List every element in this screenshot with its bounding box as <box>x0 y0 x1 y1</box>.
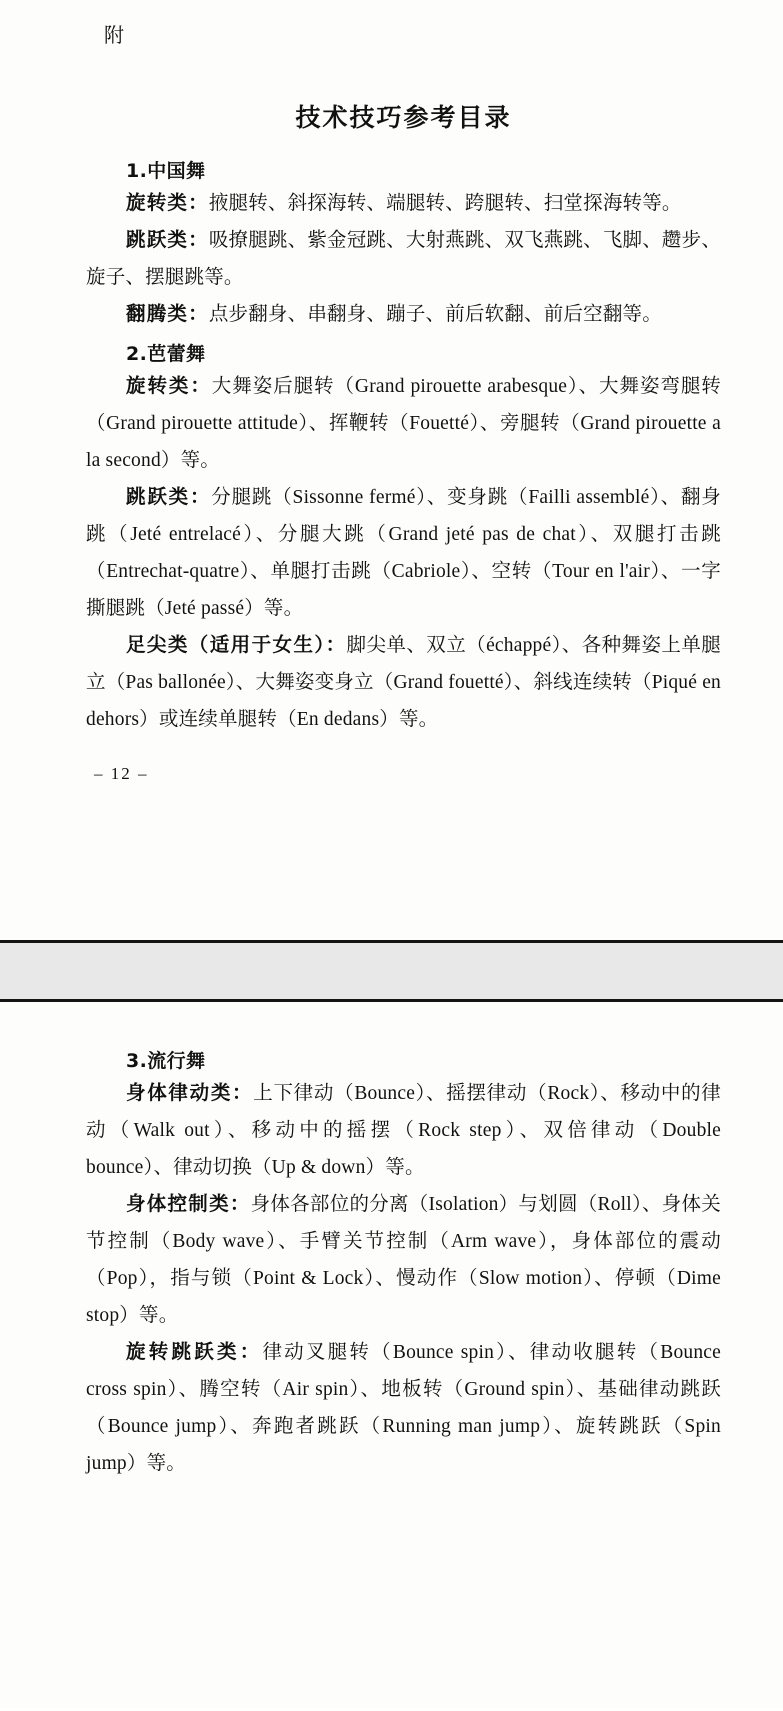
category-content: 点步翻身、串翻身、蹦子、前后软翻、前后空翻等。 <box>208 304 662 325</box>
entry-ballet-jump <box>86 479 721 627</box>
entry-ballet-pointe <box>86 627 721 738</box>
category-label: 翻腾类： <box>126 304 209 325</box>
category-content: 吸撩腿跳、紫金冠跳、大射燕跳、双飞燕跳、飞脚、趱步、旋子、摆腿跳等。 <box>86 230 722 288</box>
category-content: 分腿跳（Sissonne fermé）、变身跳（Failli assemblé）、翻身跳（Jeté entrelacé）、分腿大跳（Grand jeté pas de chat）、双腿打击跳（Entrechat-quatre）、单腿打击跳（Cabriole）、空转（Tour en l'air）、一字撕腿跳（Jeté passé）等。 <box>86 487 721 619</box>
category-label: 身体控制类： <box>126 1194 251 1215</box>
category-label: 身体律动类： <box>126 1083 254 1104</box>
category-content: 上下律动（Bounce）、摇摆律动（Rock）、移动中的律动（Walk out）、移动中的摇摆（Rock step）、双倍律动（Double bounce）、律动切换（Up & down）等。 <box>86 1083 721 1178</box>
category-label: 足尖类（适用于女生）： <box>126 635 347 656</box>
category-content: 脚尖单、双立（échappé）、各种舞姿上单腿立（Pas ballonée）、大舞姿变身立（Grand fouetté）、斜线连续转（Piqué en dehors）或连续单腿转（En dedans）等。 <box>86 635 721 730</box>
entry-chinese-jump <box>86 222 721 296</box>
section-heading-ballet: 2.芭蕾舞 <box>126 343 206 365</box>
category-label: 旋转跳跃类： <box>126 1342 263 1363</box>
category-content: 掖腿转、斜探海转、端腿转、跨腿转、扫堂探海转等。 <box>208 193 682 214</box>
entry-popular-body-control <box>86 1186 721 1334</box>
category-label: 跳跃类： <box>126 230 209 251</box>
entry-popular-body-rhythm <box>86 1075 721 1186</box>
entry-chinese-tumble <box>86 296 721 333</box>
page-title: 技术技巧参考目录 <box>295 103 512 132</box>
entry-ballet-spin <box>86 368 721 479</box>
section-heading-chinese-dance: 1.中国舞 <box>126 160 206 182</box>
category-content: 大舞姿后腿转（Grand pirouette arabesque）、大舞姿弯腿转（Grand pirouette attitude）、挥鞭转（Fouetté）、旁腿转（Grand pirouette a la second）等。 <box>86 376 721 471</box>
category-label: 旋转类： <box>126 193 209 214</box>
document-page-2 <box>0 1002 783 1708</box>
category-label: 跳跃类： <box>126 487 212 508</box>
attachment-mark: 附 <box>104 25 125 47</box>
page-number: – 12 – <box>94 764 149 783</box>
entry-popular-spin-jump <box>86 1334 721 1482</box>
page-separator <box>0 940 783 1002</box>
entry-chinese-spin <box>86 185 721 222</box>
category-label: 旋转类： <box>126 376 212 397</box>
category-content: 律动叉腿转（Bounce spin）、律动收腿转（Bounce cross spin）、腾空转（Air spin）、地板转（Ground spin）、基础律动跳跃（Bounce jump）、奔跑者跳跃（Running man jump）、旋转跳跃（Spin jump）等。 <box>86 1342 722 1474</box>
section-heading-popular-dance: 3.流行舞 <box>126 1050 206 1072</box>
category-content: 身体各部位的分离（Isolation）与划圆（Roll）、身体关节控制（Body wave）、手臂关节控制（Arm wave），身体部位的震动（Pop），指与锁（Point & Lock）、慢动作（Slow motion）、停顿（Dime stop）等。 <box>86 1194 722 1326</box>
